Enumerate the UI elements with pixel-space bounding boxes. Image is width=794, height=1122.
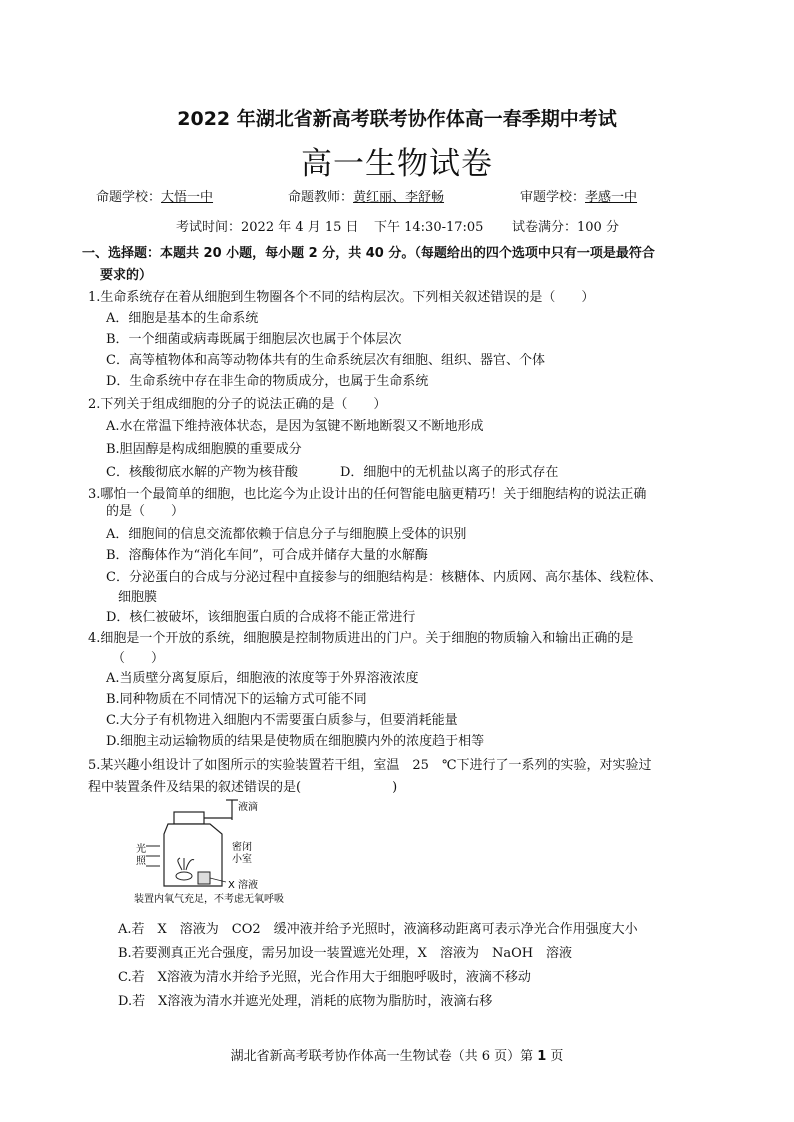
q4-stem: 4.细胞是一个开放的系统，细胞膜是控制物质进出的门户。关于细胞的物质输入和输出正确的是 [88, 631, 634, 646]
q1-option-d: D．生命系统中存在非生命的物质成分，也属于生命系统 [106, 374, 429, 389]
q5-option-d: D.若 X溶液为清水并遮光处理，消耗的底物为脂肪时，液滴右移 [118, 994, 493, 1009]
q5-option-b: B.若要测真正光合强度，需另加设一装置遮光处理，X 溶液为 NaOH 溶液 [118, 946, 573, 961]
section-heading-cont: 要求的） [100, 268, 153, 283]
label-light-2: 照 [136, 856, 146, 867]
experiment-apparatus-figure [134, 798, 294, 908]
q3-option-c-cont: 细胞膜 [118, 590, 158, 605]
meta-teacher: 命题教师：黄红丽、李舒畅 [288, 190, 445, 205]
exam-time-range: 下午 14:30-17:05 [374, 220, 484, 235]
q4-option-b: B.同种物质在不同情况下的运输方式可能不同 [106, 692, 367, 707]
page-footer: 湖北省新高考联考协作体高一生物试卷（共 6 页）第 1 页 [230, 1049, 564, 1064]
label-light-1: 光 [136, 844, 146, 855]
meta-school: 命题学校：大悟一中 [96, 190, 214, 205]
q2-option-d: D．细胞中的无机盐以离子的形式存在 [340, 465, 559, 480]
q2-option-a: A.水在常温下维持液体状态，是因为氢键不断地断裂又不断地形成 [106, 419, 484, 434]
q3-option-d: D．核仁被破坏，该细胞蛋白质的合成将不能正常进行 [106, 610, 416, 625]
page-number: 1 [537, 1049, 547, 1064]
q4-option-c: C.大分子有机物进入细胞内不需要蛋白质参与，但要消耗能量 [106, 713, 458, 728]
q4-stem-cont: （ ） [112, 651, 165, 666]
q5-stem: 5.某兴趣小组设计了如图所示的实验装置若干组，室温 25 ℃下进行了一系列的实验，对实验过 [88, 758, 652, 773]
q4-option-a: A.当质壁分离复原后，细胞液的浓度等于外界溶液浓度 [106, 671, 419, 686]
q2-stem: 2.下列关于组成细胞的分子的说法正确的是（ ） [88, 397, 387, 412]
q3-stem: 3.哪怕一个最简单的细胞，也比迄今为止设计出的任何智能电脑更精巧！关于细胞结构的说法正确 [88, 487, 647, 502]
q3-stem-cont: 的是（ ） [106, 504, 185, 519]
q4-option-d: D.细胞主动运输物质的结果是使物质在细胞膜内外的浓度趋于相等 [106, 734, 485, 749]
label-chamber-2: 小室 [232, 854, 252, 865]
meta-reviewer: 审题学校：孝感一中 [520, 190, 638, 205]
q1-option-b: B．一个细菌或病毒既属于细胞层次也属于个体层次 [106, 332, 402, 347]
q5-stem-cont: 程中装置条件及结果的叙述错误的是( ) [88, 780, 398, 795]
q5-option-a: A.若 X 溶液为 CO2 缓冲液并给予光照时，液滴移动距离可表示净光合作用强度大小 [118, 922, 638, 937]
q3-option-a: A．细胞间的信息交流都依赖于信息分子与细胞膜上受体的识别 [106, 527, 467, 542]
q1-option-a: A．细胞是基本的生命系统 [106, 311, 259, 326]
section-heading: 一、选择题：本题共 20 小题，每小题 2 分，共 40 分。（每题给出的四个选项中只有一项是最符合 [82, 246, 655, 261]
exam-subtitle: 高一生物试卷 [301, 146, 493, 182]
q3-option-b: B．溶酶体作为“消化车间”，可合成并储存大量的水解酶 [106, 548, 428, 563]
label-chamber-1: 密闭 [232, 842, 252, 853]
figure-caption: 装置内氧气充足，不考虑无氧呼吸 [134, 894, 284, 905]
q2-option-c: C．核酸彻底水解的产物为核苷酸 [106, 465, 298, 480]
label-solution: X 溶液 [228, 880, 259, 891]
label-drop: 液滴 [238, 802, 258, 813]
exam-title: 2022 年湖北省新高考联考协作体高一春季期中考试 [177, 108, 617, 130]
q2-option-b: B.胆固醇是构成细胞膜的重要成分 [106, 442, 302, 457]
q1-stem: 1.生命系统存在着从细胞到生物圈各个不同的结构层次。下列相关叙述错误的是（ ） [88, 290, 595, 305]
q5-option-c: C.若 X溶液为清水并给予光照，光合作用大于细胞呼吸时，液滴不移动 [118, 970, 531, 985]
full-score: 试卷满分：100 分 [512, 220, 619, 235]
exam-time: 考试时间：2022 年 4 月 15 日 [176, 220, 359, 235]
q1-option-c: C．高等植物体和高等动物体共有的生命系统层次有细胞、组织、器官、个体 [106, 353, 545, 368]
school-name: 大悟一中 [161, 190, 214, 205]
q3-option-c: C．分泌蛋白的合成与分泌过程中直接参与的细胞结构是：核糖体、内质网、高尔基体、线粒体、 [106, 570, 662, 585]
reviewer-name: 孝感一中 [585, 190, 638, 205]
teacher-name: 黄红丽、李舒畅 [353, 190, 445, 205]
